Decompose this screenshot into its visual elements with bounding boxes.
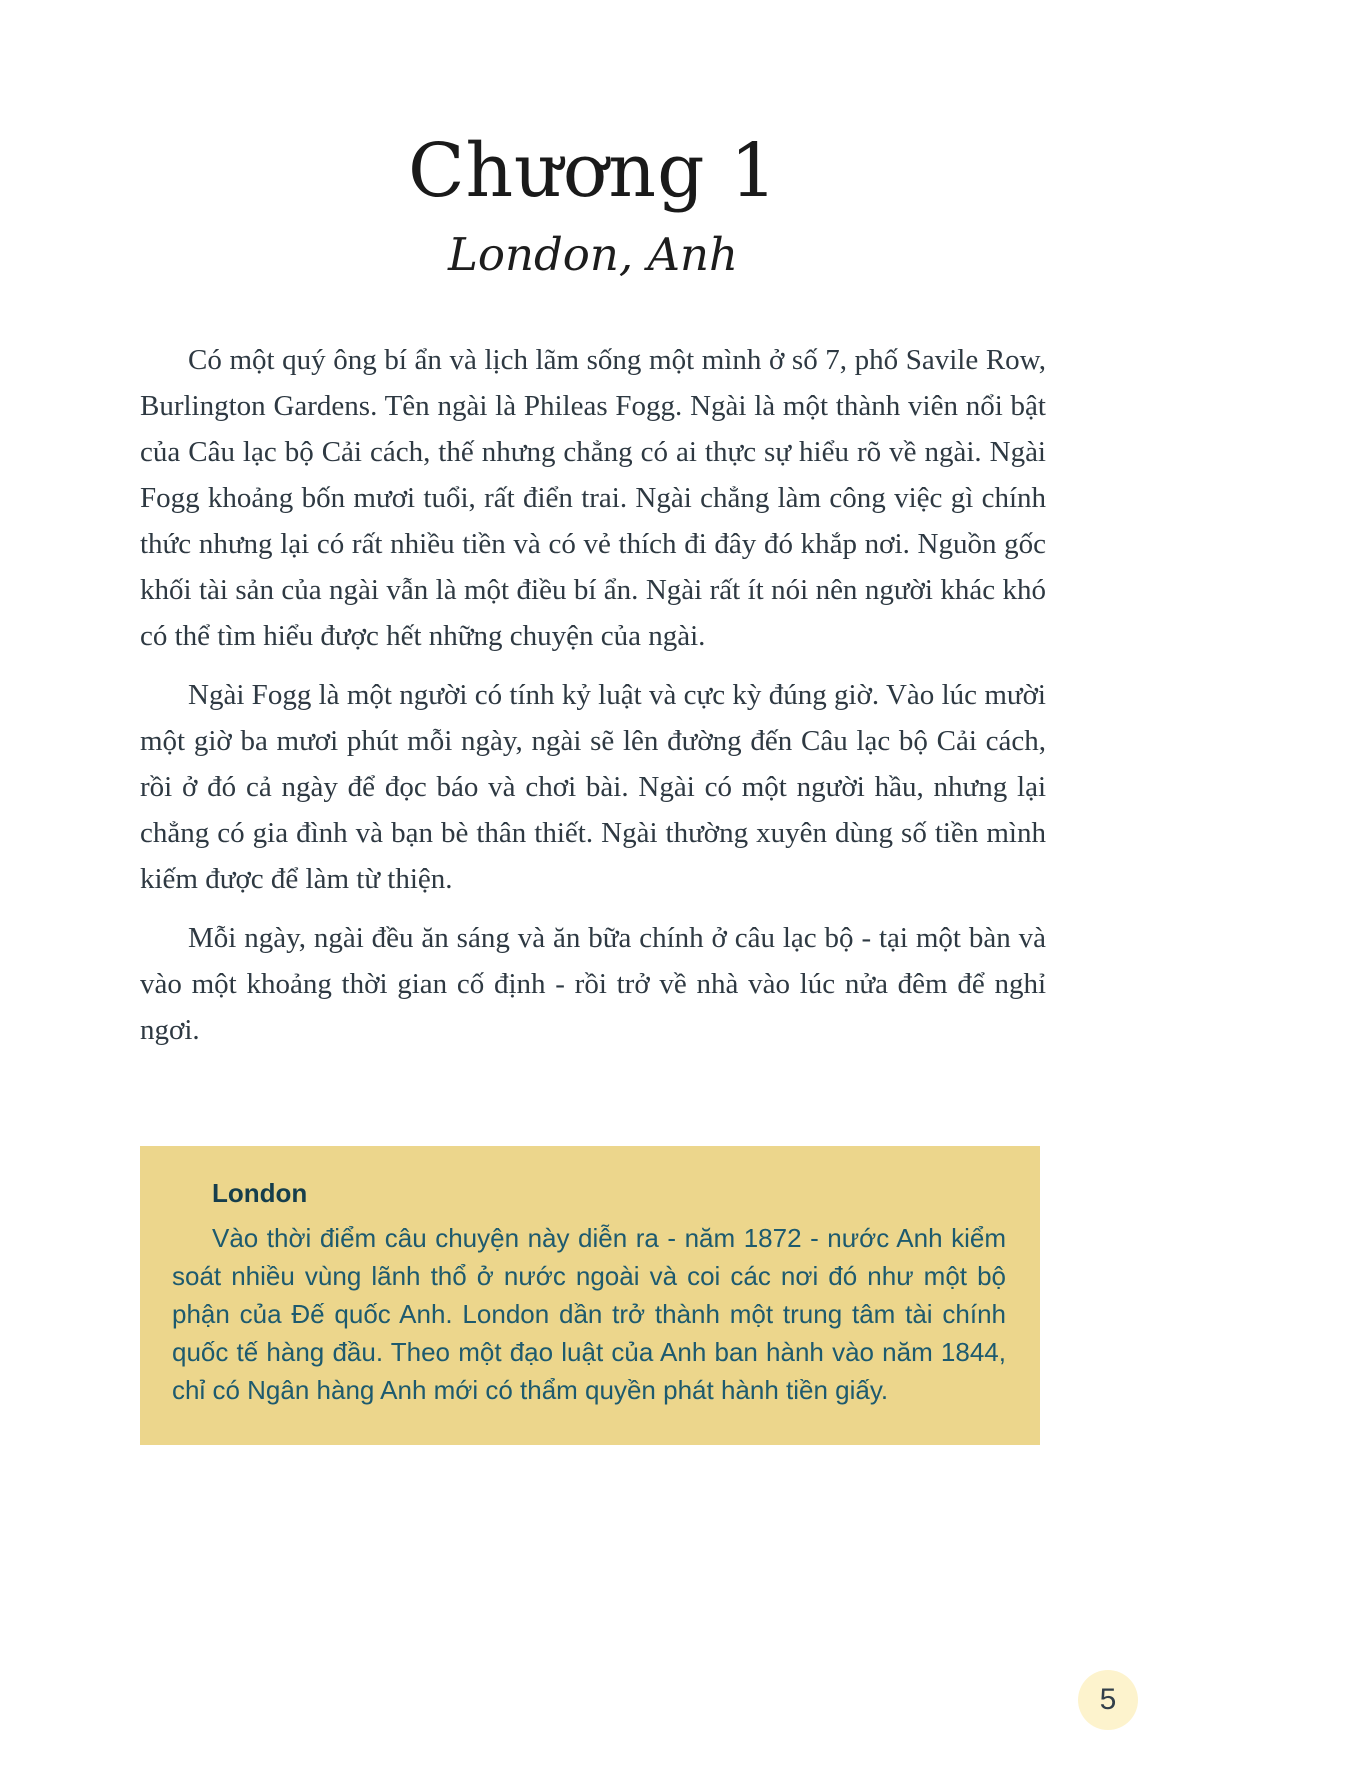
- info-box-heading: London: [212, 1178, 308, 1208]
- page-number-badge: [1078, 1670, 1138, 1730]
- info-box-body: Vào thời điểm câu chuyện này diễn ra - năm 1872 - nước Anh kiểm soát nhiều vùng lãnh thổ ở nước ngoài và coi các nơi đó như một bộ phận của Đế quốc Anh. London dần trở thành một trung tâm tài chính quốc tế hàng đầu. Theo một đạo luật của Anh ban hành vào năm 1844, chỉ có Ngân hàng Anh mới có thẩm quyền phát hành tiền giấy.: [172, 1223, 1006, 1405]
- body-text: [140, 337, 1046, 1053]
- body-paragraph-1: Có một quý ông bí ẩn và lịch lãm sống một mình ở số 7, phố Savile Row, Burlington Gardens. Tên ngài là Phileas Fogg. Ngài là một thành viên nổi bật của Câu lạc bộ Cải cách, thế nhưng chẳng có ai thực sự hiểu rõ về ngài. Ngài Fogg khoảng bốn mươi tuổi, rất điển trai. Ngài chẳng làm công việc gì chính thức nhưng lại có rất nhiều tiền và có vẻ thích đi đây đó khắp nơi. Nguồn gốc khối tài sản của ngài vẫn là một điều bí ẩn. Ngài rất ít nói nên người khác khó có thể tìm hiểu được hết những chuyện của ngài.: [140, 344, 1046, 652]
- body-paragraph-3: Mỗi ngày, ngài đều ăn sáng và ăn bữa chính ở câu lạc bộ - tại một bàn và vào một khoảng thời gian cố định - rồi trở về nhà vào lúc nửa đêm để nghỉ ngơi.: [140, 922, 1046, 1046]
- chapter-title: Chương 1: [407, 128, 779, 214]
- chapter-subtitle: London, Anh: [448, 228, 738, 281]
- body-paragraph-2: Ngài Fogg là một người có tính kỷ luật và cực kỳ đúng giờ. Vào lúc mười một giờ ba mươi phút mỗi ngày, ngài sẽ lên đường đến Câu lạc bộ Cải cách, rồi ở đó cả ngày để đọc báo và chơi bài. Ngài có một người hầu, nhưng lại chẳng có gia đình và bạn bè thân thiết. Ngài thường xuyên dùng số tiền mình kiếm được để làm từ thiện.: [140, 679, 1046, 895]
- page-content: [140, 0, 1046, 1066]
- info-box: [140, 1146, 1040, 1445]
- page-number: 5: [1099, 1683, 1117, 1716]
